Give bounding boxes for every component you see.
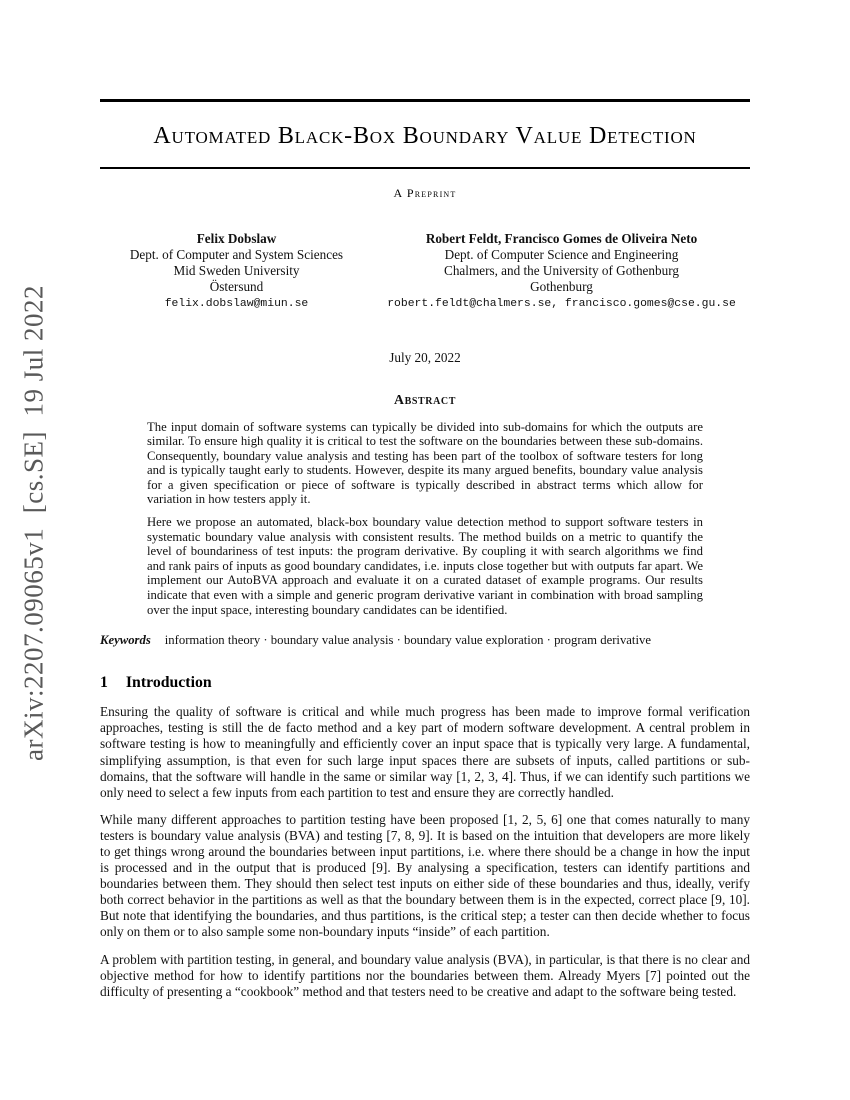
author-dept: Dept. of Computer Science and Engineering — [444, 247, 679, 262]
title-rule-bottom — [100, 167, 750, 169]
paper-date: July 20, 2022 — [389, 349, 461, 365]
author-affiliation: Chalmers, and the University of Gothenburg — [444, 263, 679, 278]
section-body-introduction — [100, 704, 750, 1000]
author-email: felix.dobslaw@miun.se — [164, 297, 309, 310]
author-email: robert.feldt@chalmers.se, francisco.gomes@cse.gu.se — [387, 297, 736, 310]
keywords-label: Keywords — [100, 633, 151, 648]
body-paragraph: A problem with partition testing, in general, and boundary value analysis (BVA), in particular, is that there is no clear and objective method for how to identify partitions nor the boundaries between them. Already Myers [7] pointed out the difficulty of presenting a “cookbook” method and that testers need to be creative and adapt to the software being tested. — [100, 951, 750, 999]
author-block-1 — [100, 231, 373, 312]
author-city: Gothenburg — [530, 279, 593, 294]
paper-title: Automated Black-Box Boundary Value Detection — [153, 123, 697, 149]
abstract-paragraph: The input domain of software systems can typically be divided into sub-domains for which the outputs are similar. To ensure high quality it is critical to test the software on the boundaries between these sub-domains. Consequently, boundary value analysis and testing has been part of the toolbox of software testers for long and is typically taught early to students. However, despite its many argued benefits, boundary value analysis for a given specification or piece of software is typically described in abstract terms which allow for variation in how testers apply it. — [147, 419, 703, 507]
authors-row — [100, 231, 750, 312]
title-rule-top — [100, 99, 750, 102]
arxiv-watermark: arXiv:2207.09065v1 [cs.SE] 19 Jul 2022 — [18, 285, 49, 761]
abstract-heading: Abstract — [394, 391, 456, 407]
abstract-paragraph: Here we propose an automated, black-box boundary value detection method to support software testers in systematic boundary value analysis with consistent results. The method builds on a metric to quantify the level of boundariness of test inputs: the program derivative. By coupling it with search algorithms we find and rank pairs of inputs as good boundary candidates, i.e. inputs close together but with outputs far apart. We implement our AutoBVA approach and evaluate it on a curated dataset of example programs. Our results indicate that even with a simple and generic program derivative variant in combination with broad sampling over the input space, interesting boundary candidates can be identified. — [147, 515, 703, 617]
author-name: Felix Dobslaw — [196, 231, 277, 246]
keywords-line — [100, 633, 750, 648]
paper-content — [100, 0, 750, 1011]
author-dept: Dept. of Computer and System Sciences — [129, 247, 344, 262]
section-number: 1 — [100, 674, 108, 692]
abstract-body — [147, 420, 703, 618]
section-title: Introduction — [125, 674, 212, 692]
preprint-label: A Preprint — [393, 186, 457, 200]
body-paragraph: Ensuring the quality of software is critical and while much progress has been made to improve formal verification approaches, testing is still the de facto method and a key part of modern software development. A central problem in software testing is how to meaningfully and efficiently cover an input space that is typically very large. A fundamental, simplifying assumption, is that even for such large input spaces there are subsets of inputs, called partitions or sub-domains, that the software will handle in the same or similar way [1, 2, 3, 4]. Thus, if we can identify such partitions we only need to select a few inputs from each partition to test and ensure they are correctly handled. — [100, 704, 750, 800]
author-block-2 — [373, 231, 750, 312]
section-heading-introduction — [100, 674, 750, 692]
body-paragraph: While many different approaches to partition testing have been proposed [1, 2, 5, 6] one that comes naturally to many testers is boundary value analysis (BVA) and testing [7, 8, 9]. It is based on the intuition that developers are more likely to get things wrong around the boundaries between input partitions, i.e. where there should be a change in how the input is processed and in the output that is produced [9]. By analysing a specification, testers can identify partitions and boundaries between them. They should then select test inputs on either side of these boundaries and thus, ideally, verify both correct behavior in the partitions as well as that the boundary between them is in the expected, correct place [9, 10]. But note that identifying the boundaries, and thus partitions, is the critical step; a tester can then decide whether to focus only on them or to also sample some non-boundary inputs “inside” of each partition. — [100, 811, 750, 940]
keywords-text: information theory · boundary value analysis · boundary value exploration · program derivative — [164, 633, 651, 648]
author-affiliation: Mid Sweden University — [173, 263, 300, 278]
author-name: Robert Feldt, Francisco Gomes de Oliveira Neto — [425, 231, 698, 246]
author-city: Östersund — [209, 279, 264, 294]
